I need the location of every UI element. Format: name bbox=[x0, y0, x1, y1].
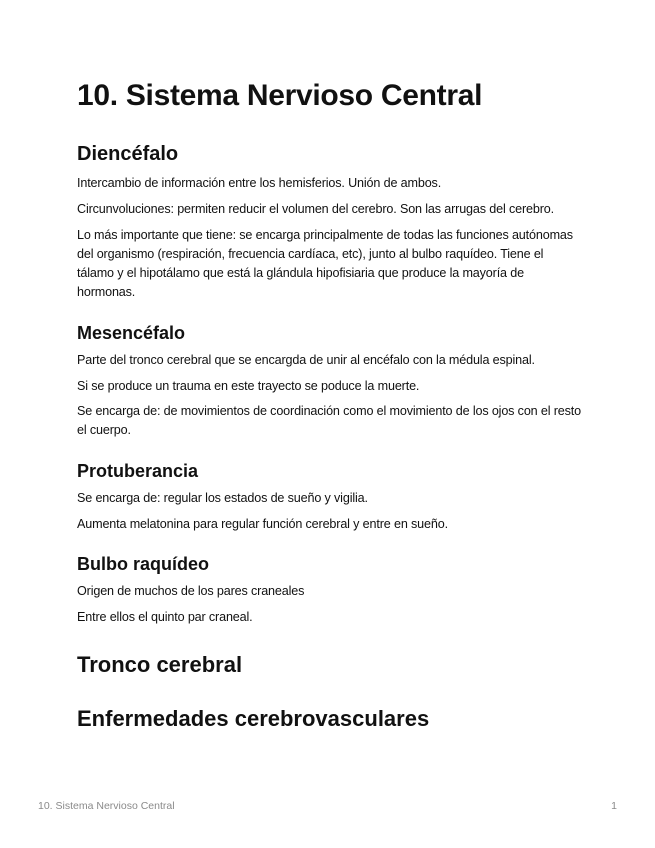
paragraph: Se encarga de: de movimientos de coordinación como el movimiento de los ojos con el resto el cuerpo. bbox=[77, 404, 581, 437]
section-heading-diencefalo: Diencéfalo bbox=[77, 143, 179, 165]
section-heading-bulbo-raquideo: Bulbo raquídeo bbox=[77, 554, 209, 574]
paragraph: Parte del tronco cerebral que se encargda de unir al encéfalo con la médula espinal. bbox=[77, 353, 535, 367]
paragraph: Intercambio de información entre los hemisferios. Unión de ambos. bbox=[77, 176, 442, 190]
paragraph: Si se produce un trauma en este trayecto se poduce la muerte. bbox=[77, 379, 420, 393]
heading-tronco-cerebral: Tronco cerebral bbox=[77, 652, 243, 677]
footer-page-number: 1 bbox=[611, 800, 617, 812]
paragraph: Se encarga de: regular los estados de sueño y vigilia. bbox=[77, 491, 368, 505]
section-heading-protuberancia: Protuberancia bbox=[77, 461, 199, 481]
paragraph: Entre ellos el quinto par craneal. bbox=[77, 610, 253, 624]
paragraph: Lo más importante que tiene: se encarga principalmente de todas las funciones autónomas del organismo (respiración, frecuencia cardíaca, etc), junto al bulbo raquídeo. Tiene el tálamo y el hipotálamo que está la glándula hipofisiaria que produce la mayoría de hormonas. bbox=[77, 228, 573, 299]
paragraph: Aumenta melatonina para regular función cerebral y entre en sueño. bbox=[77, 517, 448, 531]
section-heading-mesencefalo: Mesencéfalo bbox=[77, 323, 186, 343]
footer-title: 10. Sistema Nervioso Central bbox=[38, 800, 175, 812]
paragraph: Circunvoluciones: permiten reducir el volumen del cerebro. Son las arrugas del cerebro. bbox=[77, 202, 554, 216]
heading-enfermedades-cerebrovasculares: Enfermedades cerebrovasculares bbox=[77, 706, 430, 731]
page-title: 10. Sistema Nervioso Central bbox=[77, 79, 483, 112]
paragraph: Origen de muchos de los pares craneales bbox=[77, 584, 305, 598]
